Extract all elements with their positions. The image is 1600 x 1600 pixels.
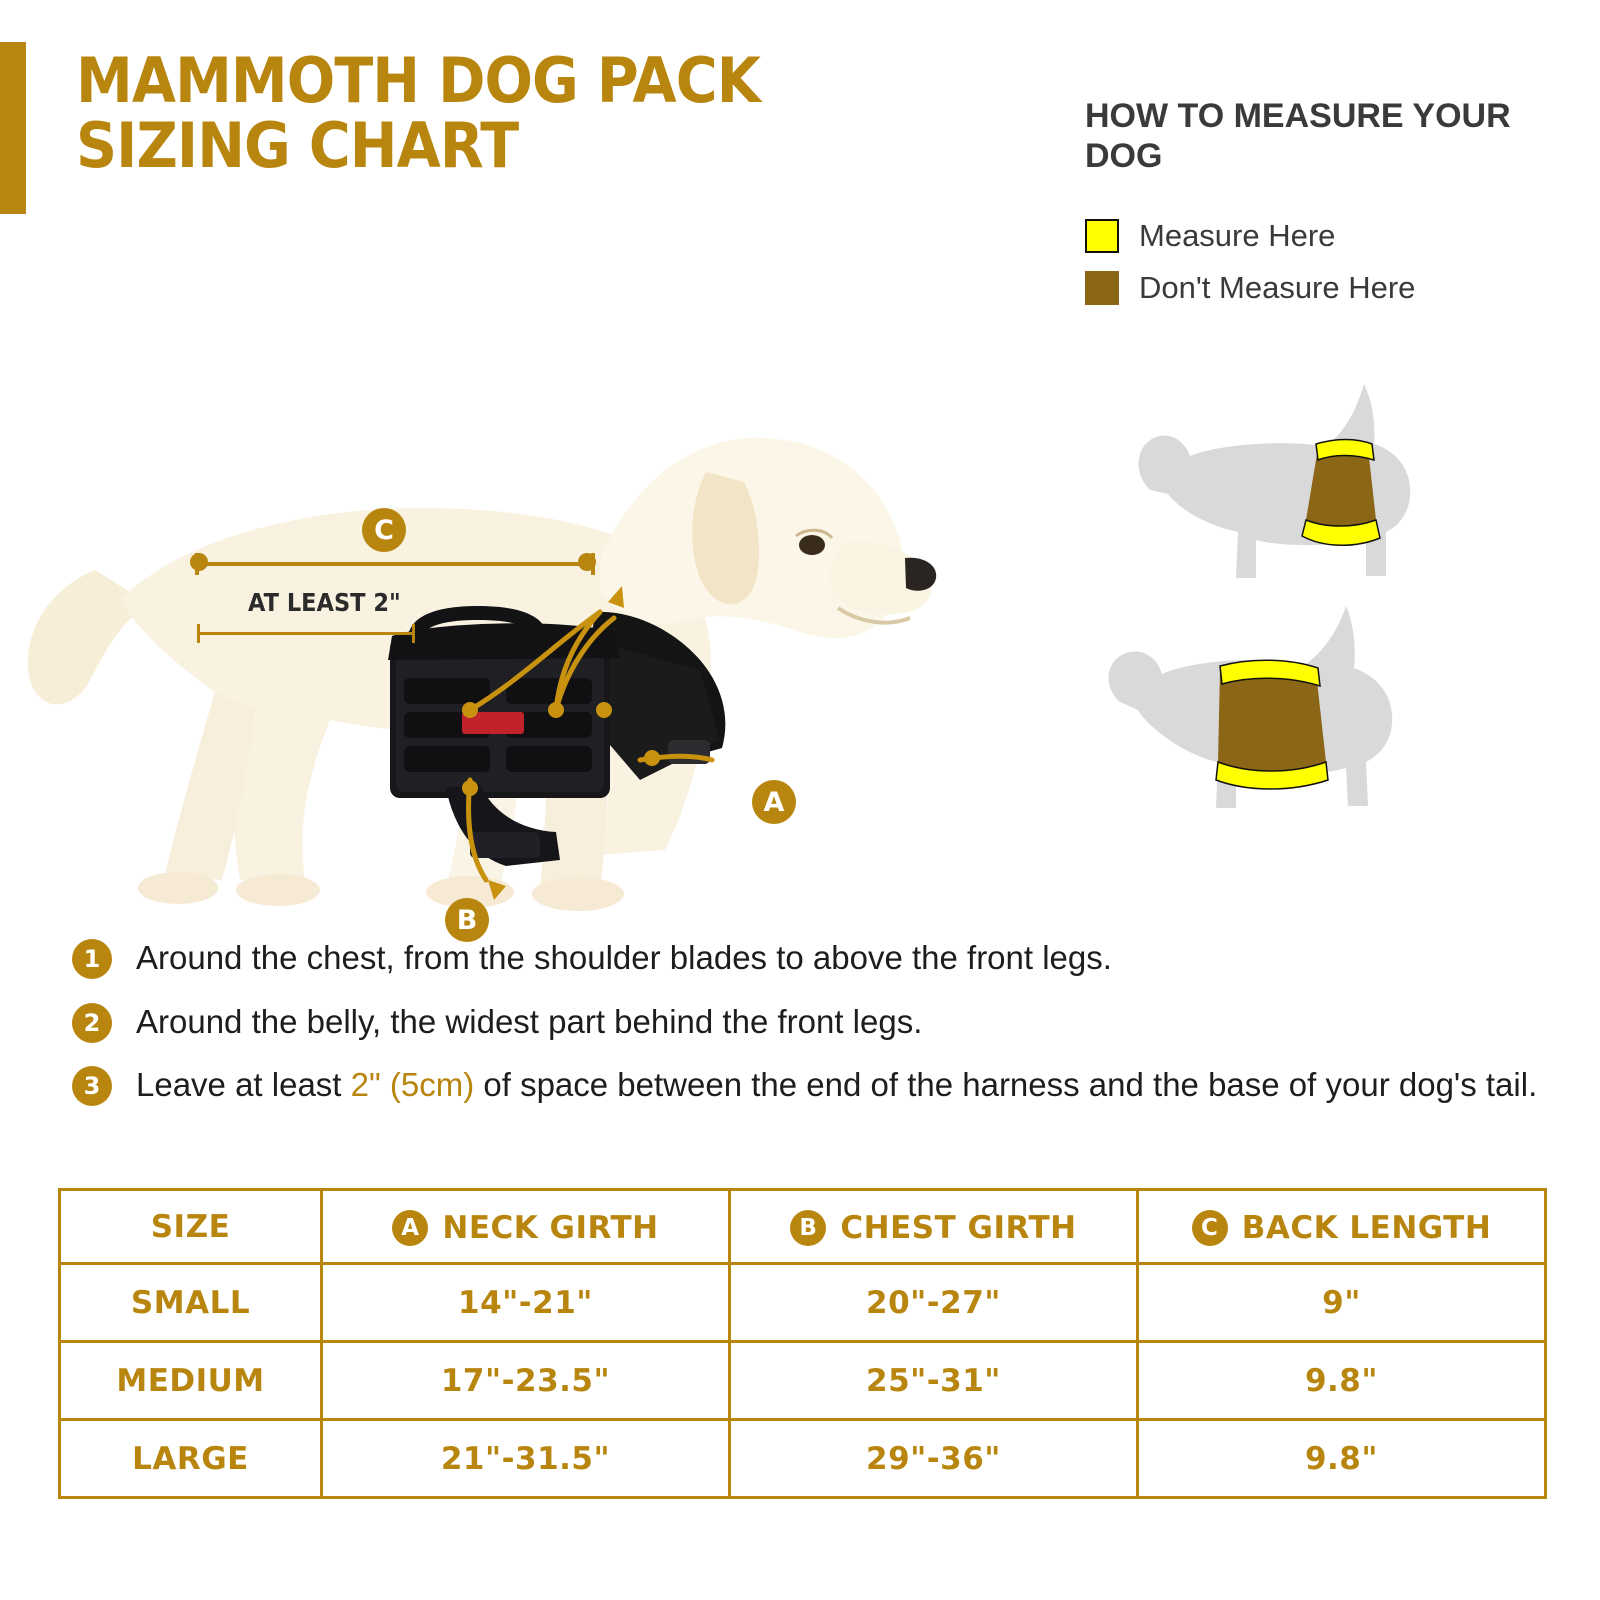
cell-size: SMALL — [60, 1264, 322, 1342]
table-row — [60, 1264, 1546, 1342]
cell-size: LARGE — [60, 1420, 322, 1498]
instruction-highlight: 2" (5cm) — [350, 1066, 475, 1104]
header-back-label: BACK LENGTH — [1241, 1210, 1492, 1247]
sizing-table — [58, 1188, 1547, 1499]
table-row — [60, 1342, 1546, 1420]
header-back-length — [1138, 1190, 1546, 1264]
page-title — [76, 44, 794, 183]
instructions-list — [72, 935, 1542, 1126]
badge-a: A — [752, 780, 796, 824]
instruction-text-before: Leave at least — [136, 1066, 351, 1104]
cell-chest: 29"-36" — [730, 1420, 1138, 1498]
legend — [1085, 218, 1565, 322]
legend-item-measure-here — [1085, 218, 1565, 254]
dont-measure-here-swatch-icon — [1085, 271, 1119, 305]
cell-neck: 21"-31.5" — [322, 1420, 730, 1498]
badge-c: C — [362, 508, 406, 552]
header-neck-label: NECK GIRTH — [442, 1210, 659, 1247]
cell-neck: 17"-23.5" — [322, 1342, 730, 1420]
cell-back: 9" — [1138, 1264, 1546, 1342]
instruction-text-composite — [136, 1062, 1537, 1108]
badge-b: B — [445, 898, 489, 942]
legend-item-dont-measure-here — [1085, 270, 1565, 306]
how-to-measure-heading: HOW TO MEASURE YOUR DOG — [1085, 97, 1511, 176]
back-length-bracket — [195, 562, 595, 566]
cell-neck: 14"-21" — [322, 1264, 730, 1342]
header-chest-girth — [730, 1190, 1138, 1264]
at-least-bracket — [197, 632, 415, 635]
header-chest-label: CHEST GIRTH — [840, 1210, 1077, 1247]
table-header-row — [60, 1190, 1546, 1264]
instruction-number: 3 — [72, 1066, 112, 1106]
instruction-number: 1 — [72, 939, 112, 979]
header-badge-a: A — [392, 1210, 428, 1246]
bracket-end-dot-left — [190, 553, 208, 571]
header-size: SIZE — [60, 1190, 322, 1264]
measure-here-swatch-icon — [1085, 219, 1119, 253]
cell-back: 9.8" — [1138, 1342, 1546, 1420]
instruction-2 — [72, 999, 1542, 1045]
instruction-number: 2 — [72, 1003, 112, 1043]
title-line-2: SIZING CHART — [76, 109, 519, 183]
header-neck-girth — [322, 1190, 730, 1264]
measure-diagram-svg — [1090, 370, 1560, 900]
legend-label: Measure Here — [1139, 218, 1336, 253]
dog-illustration-area — [0, 240, 1060, 936]
header-badge-b: B — [790, 1210, 826, 1246]
instruction-text: Around the belly, the widest part behind the front legs. — [136, 1002, 923, 1040]
title-line-1: MAMMOTH DOG PACK — [76, 44, 761, 117]
header-badge-c: C — [1192, 1210, 1228, 1246]
instruction-text: Around the chest, from the shoulder blades to above the front legs. — [136, 939, 1112, 976]
neck-girth-diagram — [1139, 384, 1411, 578]
cell-size: MEDIUM — [60, 1342, 322, 1420]
cell-chest: 20"-27" — [730, 1264, 1138, 1342]
cell-back: 9.8" — [1138, 1420, 1546, 1498]
table-row — [60, 1420, 1546, 1498]
dog-with-pack-illustration — [0, 240, 1060, 920]
at-least-label: AT LEAST 2" — [248, 588, 401, 617]
measure-diagrams — [1090, 370, 1560, 900]
accent-bar — [0, 42, 26, 214]
instruction-3 — [72, 1062, 1542, 1108]
cell-chest: 25"-31" — [730, 1342, 1138, 1420]
instruction-1 — [72, 935, 1542, 981]
instruction-text-after: of space between the end of the harness and the base of your dog's tail. — [474, 1066, 1538, 1104]
legend-label: Don't Measure Here — [1139, 270, 1416, 305]
chest-girth-diagram — [1109, 606, 1393, 808]
bracket-end-dot-right — [578, 553, 596, 571]
